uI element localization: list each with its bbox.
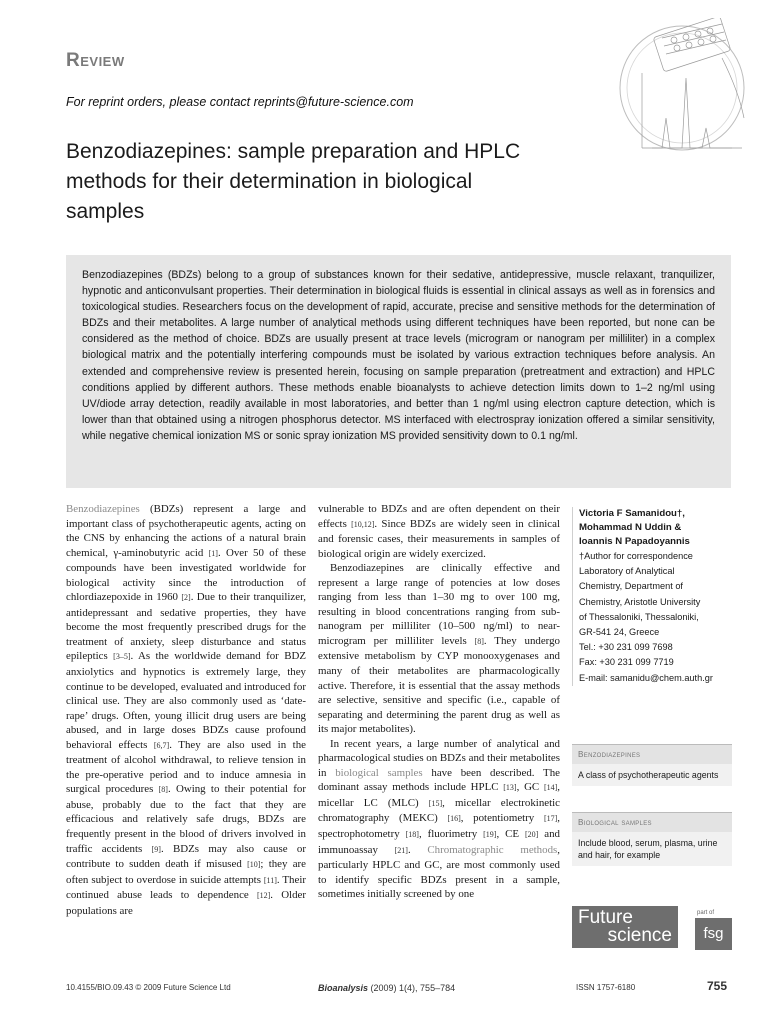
affiliation-line: Chemistry, Department of <box>579 581 683 592</box>
citation[interactable]: [21] <box>394 845 408 855</box>
body-column-1 <box>66 502 306 918</box>
citation[interactable]: [18] <box>405 830 419 840</box>
decorative-chromatogram-graphic <box>582 18 762 168</box>
citation[interactable]: [8] <box>158 785 168 795</box>
fsg-logo: fsg <box>695 918 732 950</box>
part-of-label: part of <box>697 910 715 916</box>
affiliation-line: of Thessaloniki, Thessaloniki, <box>579 611 699 622</box>
affiliation-line: Laboratory of Analytical <box>579 566 675 577</box>
citation[interactable]: [9] <box>151 844 161 854</box>
glossary-definition: Include blood, serum, plasma, urine and hair, for example <box>572 832 732 866</box>
glossary-definition: A class of psychotherapeutic agents <box>572 764 732 786</box>
author-name: Victoria F Samanidou†, <box>579 508 685 519</box>
page-number: 755 <box>707 979 728 993</box>
glossary-term-link[interactable]: Benzodiazepines <box>66 503 140 515</box>
correspondence-note: †Author for correspondence <box>579 551 693 561</box>
affiliation-line: GR-541 24, Greece <box>579 627 660 638</box>
section-label: Review <box>66 50 125 71</box>
fax: Fax: +30 231 099 7719 <box>579 657 674 668</box>
reprint-notice: For reprint orders, please contact reprints@future-science.com <box>66 95 414 109</box>
citation[interactable]: [13] <box>503 783 517 793</box>
intro-paragraph: Benzodiazepines (BDZs) represent a large and important class of psychotherapeutic agents, acting on the CNS by enhancing the actions of a natural brain chemical, γ-aminobutyric acid [1]. Over 50 of these compounds have been investigated worldwide for biological activity since the introduction of chlordiazepoxide in 1960 [2]. Due to their tranquilizer, antidepressant and sedative properties, they have become the most frequently prescribed drugs for the treatment of anxiety, sleep disturbance and status epileptics [3–5]. As the worldwide demand for BDZ anxiolytics and hypnotics is extremely large, they continue to be developed, evaluated and introduced for clinical use. They are also commonly used as ‘date-rape’ drugs. Often, young illicit drug users are being abused, and in large doses BDZs cause profound behavioral effects [6,7]. They are also used in the treatment of alcohol withdrawal, to relieve tension in the pre-operative period and to induce amnesia in surgical procedures [8]. Owing to their potential for abuse, probably due to the fact that they are efficacious and relatively safe drugs, BDZs are frequently present in the blood of drivers involved in traffic accidents [9]. BDZs may also cause or contribute to sudden death if misused [10]; they are often subject to overdose in suicide attempts [11]. Their continued abuse leads to dependence [12]. Older populations are <box>66 503 307 917</box>
citation[interactable]: [12] <box>256 891 271 901</box>
glossary-term-link[interactable]: biological samples <box>335 766 423 779</box>
abstract-box: Benzodiazepines (BDZs) belong to a group of substances known for their sedative, antidepressive, muscle relaxant, tranquilizer, hypnotic and anticonvulsant properties. Their determination in biological fluids is essential in clinical assays as well as in forensics and toxicological studies. Researchers focus on the development of rapid, accurate, precise and sensitive methods for the determination of BDZs and their metabolites. A large number of analytical methods using different techniques have been reported, but none can be considered as the method of choice. BDZs are usually present at trace levels (microgram or nanogram per milliliter) in a complex biological matrix and the potentially interfering compounds must be isolated by various extraction techniques before analysis. An extended and comprehensive review is presented herein, focusing on sample preparation (pretreatment and extraction) and HPLC conditions applied by different authors. These methods enable bioanalysts to achieve detection limits down to 1–2 ng/ml using UV/diode array detection, readily available in most laboratories, and better than 1 ng/ml using electron capture detection, which is lower than that obtained using a nitrogen phosphorus detector. MS interfaced with electrospray ionization offered a similar sensitivity, while negative chemical ionization MS or sonic spray ionization MS provided sensitivity down to 0.1 ng/ml. <box>66 255 731 488</box>
author-info <box>572 507 744 686</box>
citation[interactable]: [3–5] <box>113 652 131 662</box>
glossary-box <box>572 744 732 786</box>
future-science-logo: Future science <box>572 906 678 948</box>
email-link[interactable]: E-mail: samanidu@chem.auth.gr <box>579 672 713 683</box>
glossary-box <box>572 812 732 866</box>
body-paragraph: Benzodiazepines are clinically effective and represent a large range of potencies at low doses ranging from less than 1–30 mg to over 100 mg, resulting in blood concentrations ranging from sub-nanogram per milliliter (10–500 ng/ml) to near-microgram per milliliter levels [8]. They undergo extensive metabolism by CYP monooxygenases and many of their metabolites are pharmacologically active. Therefore, it is essential that the assay methods are selective, sensitive and specific (i.e., capable of separating and determining the parent drug as well as its major metabolites). <box>318 562 561 736</box>
citation[interactable]: [1] <box>208 548 218 558</box>
glossary-term: Benzodiazepines <box>572 744 732 764</box>
affiliation-line: Chemistry, Aristotle University <box>579 596 701 607</box>
citation[interactable]: [10] <box>247 860 261 870</box>
citation[interactable]: [14] <box>543 783 558 793</box>
citation[interactable]: [17] <box>543 814 558 824</box>
glossary-term-link[interactable]: Chromatographic methods <box>427 843 558 856</box>
article-title: Benzodiazepines: sample preparation and HPLC methods for their determination in biological samples <box>66 140 521 223</box>
footer-citation: Bioanalysis (2009) 1(4), 755–784 <box>318 983 456 993</box>
footer-issn: ISSN 1757-6180 <box>576 983 636 992</box>
citation[interactable]: [11] <box>263 875 277 885</box>
citation[interactable]: [8] <box>474 636 484 646</box>
citation[interactable]: [19] <box>483 830 497 840</box>
phone: Tel.: +30 231 099 7698 <box>579 642 673 653</box>
citation[interactable]: [10,12] <box>351 519 375 529</box>
body-column-2 <box>318 502 560 902</box>
citation[interactable]: [2] <box>181 593 191 603</box>
citation[interactable]: [15] <box>428 798 443 808</box>
body-paragraph: vulnerable to BDZs and are often dependent on their effects [10,12]. Since BDZs are widely seen in clinical and forensic cases, their measurements in samples of biological origin are widely exercized. <box>318 503 560 560</box>
citation[interactable]: [6,7] <box>153 740 170 750</box>
body-paragraph: In recent years, a large number of analytical and pharmacological studies on BDZs and their metabolites in biological samples have been described. The dominant assay methods include HPLC [13], GC [14], micellar LC (MLC) [15], micellar electrokinetic chromatography (MEKC) [16], potentiometry [17], spectrophotometry [18], fluorimetry [19], CE [20] and immunoassay [21]. Chromatographic methods, particularly HPLC and GC, are most commonly used to identify specific BDZs present in a sample, sometimes initially screened by one <box>318 737 561 901</box>
footer-doi: 10.4155/BIO.09.43 © 2009 Future Science Ltd <box>66 983 231 992</box>
glossary-term: Biological samples <box>572 812 732 832</box>
author-name: Mohammad N Uddin & <box>579 522 682 533</box>
citation[interactable]: [16] <box>447 814 461 824</box>
author-name: Ioannis N Papadoyannis <box>579 536 690 547</box>
citation[interactable]: [20] <box>525 830 539 840</box>
